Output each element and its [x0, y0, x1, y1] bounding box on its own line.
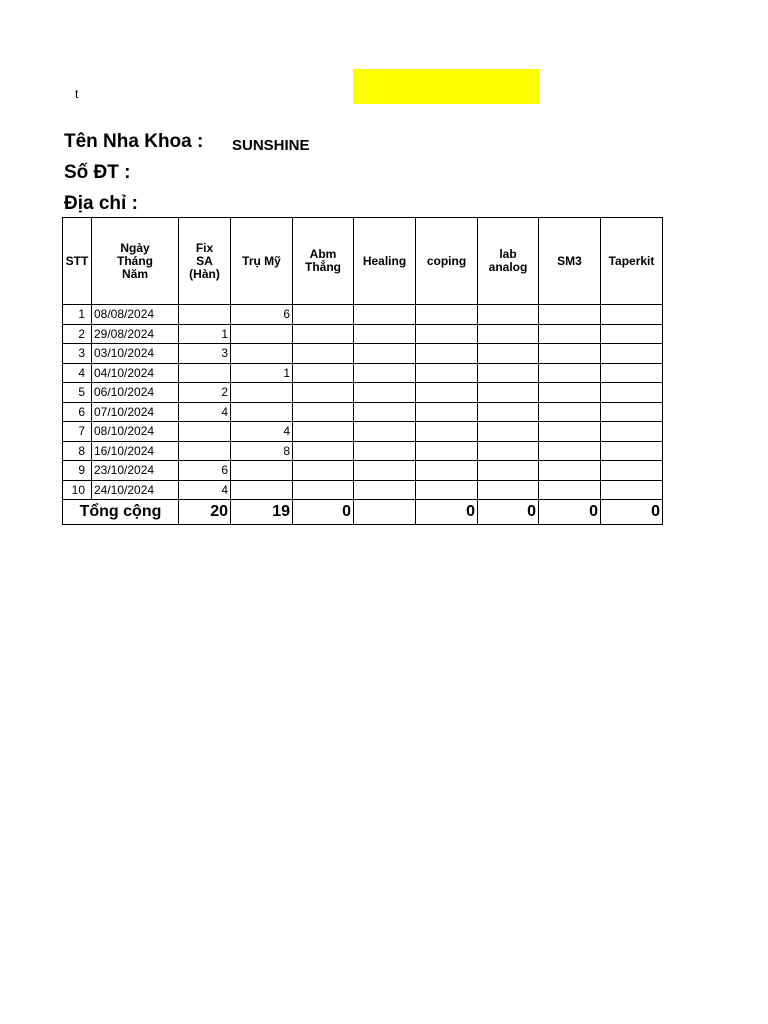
row-date: 16/10/2024 — [92, 441, 179, 461]
table-row — [63, 305, 663, 325]
row-stt: 2 — [63, 324, 92, 344]
row-stt: 1 — [63, 305, 92, 325]
row-stt: 9 — [63, 461, 92, 481]
row-fix-sa: 6 — [179, 461, 231, 481]
header-date: Ngày Tháng Năm — [92, 218, 179, 305]
total-abm-thang: 0 — [293, 500, 354, 525]
header-fix-sa: Fix SA (Hàn) — [179, 218, 231, 305]
header-sm3: SM3 — [539, 218, 601, 305]
header-abm-thang: Abm Thẳng — [293, 218, 354, 305]
table-row — [63, 344, 663, 364]
row-stt: 6 — [63, 402, 92, 422]
row-fix-sa: 1 — [179, 324, 231, 344]
row-date: 04/10/2024 — [92, 363, 179, 383]
table-row — [63, 441, 663, 461]
row-stt: 10 — [63, 480, 92, 500]
row-stt: 8 — [63, 441, 92, 461]
header-taperkit: Taperkit — [601, 218, 663, 305]
total-tru-my: 19 — [231, 500, 293, 525]
row-date: 07/10/2024 — [92, 402, 179, 422]
row-date: 24/10/2024 — [92, 480, 179, 500]
row-fix-sa: 3 — [179, 344, 231, 364]
row-tru-my — [231, 344, 293, 364]
header-row — [63, 218, 663, 305]
header-tru-my: Trụ Mỹ — [231, 218, 293, 305]
row-fix-sa — [179, 363, 231, 383]
row-tru-my — [231, 402, 293, 422]
row-fix-sa: 4 — [179, 480, 231, 500]
row-stt: 3 — [63, 344, 92, 364]
clinic-name: SUNSHINE — [232, 137, 310, 154]
address-label: Địa chỉ : — [64, 193, 138, 214]
total-sm3: 0 — [539, 500, 601, 525]
row-stt: 5 — [63, 383, 92, 403]
row-fix-sa — [179, 305, 231, 325]
row-tru-my — [231, 383, 293, 403]
row-tru-my — [231, 461, 293, 481]
row-stt: 7 — [63, 422, 92, 442]
total-label: Tổng cộng — [63, 500, 179, 525]
header-stt: STT — [63, 218, 92, 305]
table-row — [63, 363, 663, 383]
row-tru-my — [231, 324, 293, 344]
total-taperkit: 0 — [601, 500, 663, 525]
row-tru-my — [231, 480, 293, 500]
total-row — [63, 500, 663, 525]
phone-label: Số ĐT : — [64, 162, 131, 183]
table-row — [63, 422, 663, 442]
row-fix-sa — [179, 422, 231, 442]
row-tru-my: 1 — [231, 363, 293, 383]
total-healing — [354, 500, 416, 525]
table-row — [63, 402, 663, 422]
row-date: 23/10/2024 — [92, 461, 179, 481]
row-date: 03/10/2024 — [92, 344, 179, 364]
header-lab-analog: lab analog — [478, 218, 539, 305]
table-row — [63, 461, 663, 481]
row-date: 08/10/2024 — [92, 422, 179, 442]
row-fix-sa — [179, 441, 231, 461]
row-tru-my: 6 — [231, 305, 293, 325]
row-stt: 4 — [63, 363, 92, 383]
row-fix-sa: 2 — [179, 383, 231, 403]
table-row — [63, 480, 663, 500]
total-coping: 0 — [416, 500, 478, 525]
table-row — [63, 383, 663, 403]
row-tru-my: 8 — [231, 441, 293, 461]
row-date: 06/10/2024 — [92, 383, 179, 403]
header-healing: Healing — [354, 218, 416, 305]
total-lab-analog: 0 — [478, 500, 539, 525]
total-fix-sa: 20 — [179, 500, 231, 525]
order-table — [62, 217, 663, 525]
row-date: 08/08/2024 — [92, 305, 179, 325]
clinic-label: Tên Nha Khoa : — [64, 131, 204, 152]
table-row — [63, 324, 663, 344]
corner-mark: t — [75, 87, 79, 101]
row-fix-sa: 4 — [179, 402, 231, 422]
header-coping: coping — [416, 218, 478, 305]
row-tru-my: 4 — [231, 422, 293, 442]
row-date: 29/08/2024 — [92, 324, 179, 344]
highlight-cell — [353, 69, 539, 104]
